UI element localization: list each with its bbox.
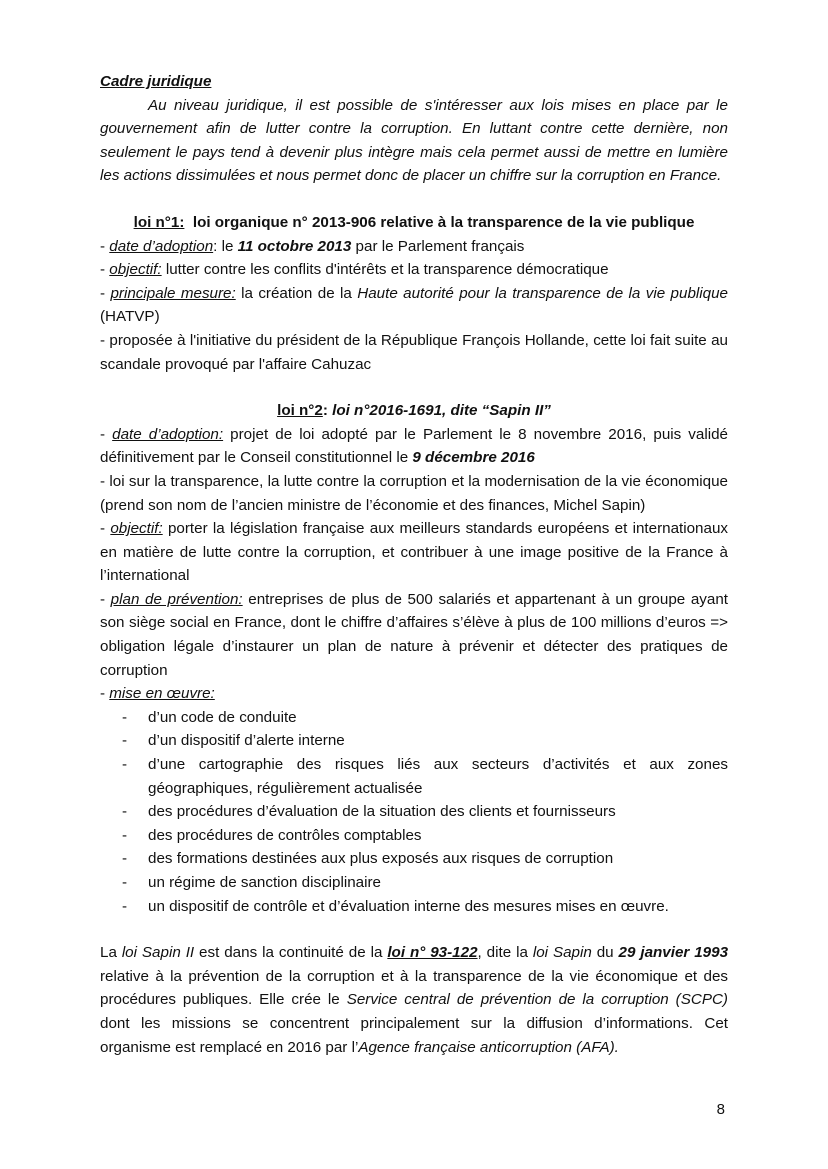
law1-title bbox=[100, 211, 728, 235]
list-item: - des procédures d’évaluation de la situation des clients et fournisseurs bbox=[122, 803, 616, 821]
law2-about: - loi sur la transparence, la lutte contre la corruption et la modernisation de la vie économique (prend son nom de l’ancien ministre de l’économie et des finances, Michel Sapin) bbox=[100, 472, 728, 514]
law2-plan: - plan de prévention: entreprises de plus de 500 salariés et appartenant à un groupe ayant son siège social en France, dont le chiffre d’affaires s’élève à plus de 100 millions d’euros => obligation légale d’instaurer un plan de nature à prévenir et détecter des pratiques de corruption bbox=[100, 590, 728, 679]
document-page bbox=[100, 70, 728, 1059]
law1-number: loi n°1: bbox=[133, 213, 185, 231]
measures-list bbox=[100, 706, 728, 918]
law2-title: loi n°2: loi n°2016-1691, dite “Sapin II” bbox=[277, 402, 551, 420]
list-item: - d’un code de conduite bbox=[122, 708, 297, 726]
list-item: - d’une cartographie des risques liés aux secteurs d’activités et aux zones géographiques, régulièrement actualisée bbox=[122, 756, 728, 797]
law2-implementation: - mise en œuvre: bbox=[100, 685, 215, 703]
list-item: - des formations destinées aux plus exposés aux risques de corruption bbox=[122, 850, 614, 868]
law1-title-text: loi organique n° 2013-906 relative à la transparence de la vie publique bbox=[192, 213, 695, 231]
list-item: - d’un dispositif d’alerte interne bbox=[122, 732, 345, 750]
section-heading: Cadre juridique bbox=[100, 73, 212, 90]
law1-adoption: - date d’adoption: le 11 octobre 2013 par le Parlement français bbox=[100, 237, 525, 255]
law2-objective: - objectif: porter la législation française aux meilleurs standards européens et internationaux en matière de lutte contre la corruption, et contribuer à une image positive de la France à l’international bbox=[100, 520, 728, 585]
intro-paragraph: Au niveau juridique, il est possible de s'intéresser aux lois mises en place par le gouvernement afin de lutter contre la corruption. En luttant contre cette dernière, non seulement le pays tend à devenir plus intègre mais cela permet aussi de mettre en lumière les actions dissimulées et nous permet donc de placer un chiffre sur la corruption en France. bbox=[100, 96, 728, 185]
law2-title-text: loi n°2016-1691, dite “Sapin II” bbox=[332, 402, 551, 420]
law2-adoption: - date d’adoption: projet de loi adopté par le Parlement le 8 novembre 2016, puis validé définitivement par le Conseil constitutionnel le 9 décembre 2016 bbox=[100, 425, 728, 467]
page-number: 8 bbox=[716, 1101, 725, 1118]
list-item: - des procédures de contrôles comptables bbox=[122, 826, 422, 844]
law1-objective: - objectif: lutter contre les conflits d'intérêts et la transparence démocratique bbox=[100, 261, 609, 279]
law2-number: loi n°2 bbox=[277, 402, 323, 420]
law1-note: - proposée à l'initiative du président de la République François Hollande, cette loi fait suite au scandale provoqué par l'affaire Cahuzac bbox=[100, 331, 728, 373]
conclusion-paragraph: La loi Sapin II est dans la continuité de la loi n° 93-122, dite la loi Sapin du 29 janvier 1993 relative à la prévention de la corruption et à la transparence de la vie économique et des procédures publiques. Elle crée le Service central de prévention de la corruption (SCPC) dont les missions se concentrent principalement sur la diffusion d’informations. Cet organisme est remplacé en 2016 par l’Agence française anticorruption (AFA). bbox=[100, 944, 729, 1056]
law1-measure: - principale mesure: la création de la Haute autorité pour la transparence de la vie publique (HATVP) bbox=[100, 284, 728, 326]
list-item: - un dispositif de contrôle et d’évaluation interne des mesures mises en œuvre. bbox=[122, 897, 669, 915]
list-item: - un régime de sanction disciplinaire bbox=[122, 874, 382, 891]
